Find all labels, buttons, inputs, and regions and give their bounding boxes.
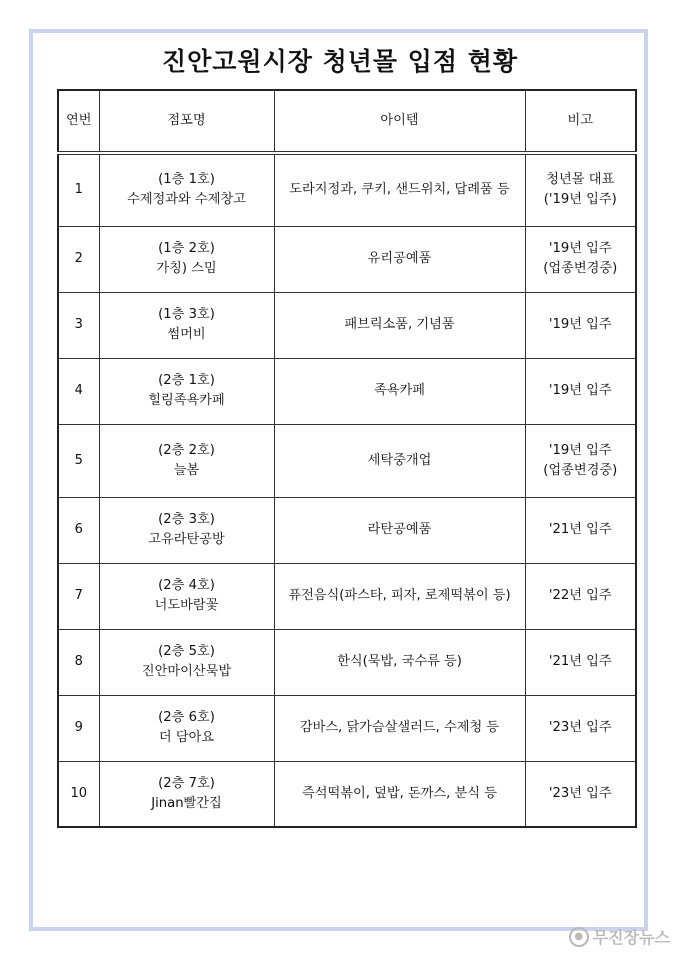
cell-items-line: 족욕카페 (374, 383, 425, 398)
cell-items-line: 한식(묵밥, 국수류 등) (337, 654, 462, 669)
cell-shop-line: 너도바람꽃 (154, 598, 219, 613)
header-note: 비고 (525, 90, 636, 153)
cell-items (274, 424, 525, 497)
table-row (58, 153, 636, 226)
cell-note (525, 497, 636, 563)
cell-shop-line: (2층 6호) (158, 710, 215, 725)
cell-shop-line: (2층 3호) (158, 512, 215, 527)
cell-no (58, 292, 99, 358)
watermark-text: 무진장뉴스 (592, 928, 670, 947)
cell-note-line: '22년 입주 (548, 588, 612, 603)
cell-no-line: 6 (74, 522, 83, 537)
cell-no (58, 226, 99, 292)
watermark (569, 925, 670, 948)
cell-note (525, 563, 636, 629)
cell-shop-line: 썸머비 (167, 327, 206, 342)
cell-items-line: 즉석떡볶이, 덮밥, 돈까스, 분식 등 (302, 785, 497, 801)
cell-note (525, 695, 636, 761)
cell-note-line: '23년 입주 (548, 785, 612, 801)
cell-shop (99, 424, 274, 497)
header-no: 연번 (58, 90, 99, 153)
cell-items (274, 761, 525, 827)
cell-note-line: '19년 입주 (548, 241, 612, 256)
cell-no (58, 563, 99, 629)
cell-note (525, 153, 636, 226)
cell-no-line: 3 (74, 317, 83, 332)
cell-note (525, 424, 636, 497)
cell-no-line: 7 (74, 588, 83, 603)
cell-items-line: 유리공예품 (367, 251, 432, 266)
cell-shop-line: 진안마이산묵밥 (141, 664, 232, 679)
cell-no (58, 695, 99, 761)
cell-no-line: 4 (74, 383, 83, 398)
cell-note (525, 629, 636, 695)
cell-no-line: 1 (74, 182, 83, 198)
cell-shop-line: Jinan빨간집 (151, 795, 222, 811)
table-row (58, 761, 636, 827)
cell-note-line: '21년 입주 (548, 654, 612, 669)
cell-items (274, 358, 525, 424)
cell-no (58, 497, 99, 563)
cell-shop (99, 761, 274, 827)
cell-items (274, 292, 525, 358)
cell-no (58, 153, 99, 226)
cell-items-line: 라탄공예품 (367, 522, 432, 537)
cell-note-line: '19년 입주 (548, 383, 612, 398)
cell-shop-line: (2층 2호) (158, 442, 215, 458)
cell-shop (99, 226, 274, 292)
table-body (58, 153, 636, 827)
cell-shop-line: 고유라탄공방 (148, 532, 225, 547)
cell-shop (99, 292, 274, 358)
cell-shop (99, 629, 274, 695)
cell-items (274, 563, 525, 629)
table-row (58, 292, 636, 358)
cell-note (525, 761, 636, 827)
cell-shop (99, 358, 274, 424)
cell-note (525, 292, 636, 358)
cell-shop-line: 더 담아요 (158, 730, 215, 745)
cell-items-line: 퓨전음식(파스타, 피자, 로제떡볶이 등) (288, 588, 511, 603)
cell-no-line: 2 (74, 251, 83, 266)
cell-note-line: 청년몰 대표 (546, 172, 615, 188)
cell-note-line: '19년 입주 (548, 442, 612, 458)
cell-note (525, 226, 636, 292)
cell-items (274, 226, 525, 292)
cell-shop-line: (1층 3호) (158, 307, 215, 322)
table-row (58, 226, 636, 292)
page-title: 진안고원시장 청년몰 입점 현황 (161, 47, 519, 76)
cell-items (274, 695, 525, 761)
cell-shop (99, 497, 274, 563)
header-shop: 점포명 (99, 90, 274, 153)
cell-no-line: 9 (74, 720, 83, 735)
cell-note-line: (업종변경중) (543, 462, 618, 478)
cell-no (58, 761, 99, 827)
cell-shop (99, 153, 274, 226)
newspaper-logo-icon: ● (569, 927, 589, 947)
cell-note-line: (업종변경중) (543, 261, 618, 276)
cell-items (274, 497, 525, 563)
table-row (58, 695, 636, 761)
cell-no (58, 629, 99, 695)
cell-items-line: 도라지정과, 쿠키, 샌드위치, 답례품 등 (289, 182, 510, 198)
cell-note-line: '19년 입주 (548, 317, 612, 332)
cell-shop-line: 힐링족욕카페 (148, 393, 225, 408)
table-row (58, 629, 636, 695)
cell-items (274, 629, 525, 695)
cell-shop (99, 695, 274, 761)
cell-shop-line: (2층 7호) (158, 775, 215, 791)
cell-no (58, 358, 99, 424)
cell-note-line: ('19년 입주) (543, 192, 617, 208)
header-items: 아이템 (274, 90, 525, 153)
cell-no-line: 5 (74, 452, 83, 468)
cell-shop-line: 수제정과와 수제창고 (127, 192, 246, 208)
cell-shop-line: 가칭) 스밈 (156, 261, 217, 276)
table-row (58, 563, 636, 629)
cell-items-line: 세탁중개업 (367, 452, 432, 468)
cell-no-line: 8 (74, 654, 83, 669)
cell-shop-line: (1층 2호) (158, 241, 215, 256)
store-status-table (57, 89, 637, 828)
cell-shop (99, 563, 274, 629)
cell-note-line: '23년 입주 (548, 720, 612, 735)
cell-items-line: 감바스, 닭가슴살샐러드, 수제청 등 (299, 720, 500, 735)
cell-shop-line: (2층 5호) (158, 644, 215, 659)
table-header-row (58, 90, 636, 153)
cell-shop-line: (2층 4호) (158, 578, 215, 593)
cell-note-line: '21년 입주 (548, 522, 612, 537)
cell-note (525, 358, 636, 424)
table-row (58, 358, 636, 424)
cell-shop-line: 늘봄 (173, 462, 200, 478)
table-row (58, 497, 636, 563)
cell-no-line: 10 (70, 785, 88, 801)
cell-no (58, 424, 99, 497)
cell-items (274, 153, 525, 226)
cell-shop-line: (1층 1호) (158, 172, 215, 188)
cell-items-line: 패브릭소품, 기념품 (344, 317, 455, 332)
cell-shop-line: (2층 1호) (158, 373, 215, 388)
table-row (58, 424, 636, 497)
